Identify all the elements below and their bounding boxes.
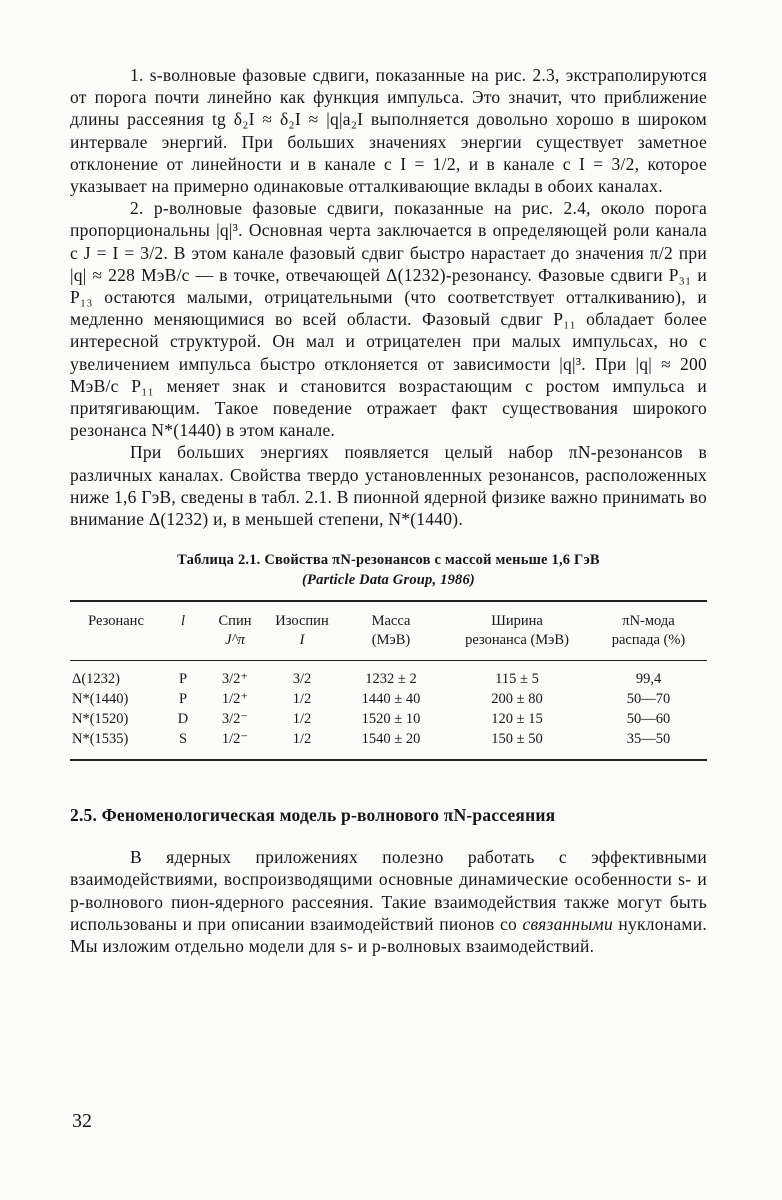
cell-decay: 50—60	[626, 710, 671, 727]
table-caption-source: (Particle Data Group, 1986)	[302, 572, 475, 589]
paragraph-p-wave: 2. p-волновые фазовые сдвиги, показанные на рис. 2.4, около порога пропорциональны |q|³. Основная черта заключается в определяющей роли канала с J = I = 3/2. В этом канале фазовый сдвиг быстро нарастает до значения π/2 при |q| ≈ 228 МэВ/c — в точке, отвечающей Δ(1232)-резонансу. Фазовые сдвиги P₃₁ и P₁₃ остаются малыми, отрицательными (что соответствует отталкиванию), и медленно меняющимися во всей области. Фазовый сдвиг P₁₁ обладает более интересной структурой. Он мал и отрицателен при малых импульсах, но с увеличением импульса быстро отклоняется от зависимости |q|³. При |q| ≈ 200 МэВ/c P₁₁ меняет знак и становится возрастающим с ростом импульса и притягивающим. Такое поведение отражает факт существования широкого резонанса N*(1440) в этом канале.	[70, 198, 707, 441]
cell-width: 150 ± 50	[444, 729, 590, 760]
cell-width: 200 ± 80	[491, 690, 543, 707]
cell-mass: 1540 ± 20	[338, 729, 444, 760]
cell-spin: 1/2⁻	[204, 729, 266, 760]
cell-isospin: 1/2	[292, 690, 312, 707]
cell-isospin: 1/2	[266, 729, 338, 760]
cell-decay: 35—50	[590, 729, 707, 760]
paragraph-text-before: В ядерных приложениях полезно работать с эффективными взаимодействиями, воспроизводящими основные динамические особенности s- и p-волнового пион-ядерного рассеяния. Такие взаимодействия также могут быть использованы и при описании взаимодействий пионов со	[70, 847, 707, 934]
cell-l: D	[177, 710, 189, 727]
cell-isospin: 3/2	[292, 670, 312, 687]
table-row	[70, 661, 707, 690]
cell-width: 115 ± 5	[495, 670, 539, 687]
table-row	[70, 689, 707, 709]
cell-resonance: Δ(1232)	[72, 670, 120, 687]
cell-l: P	[178, 670, 188, 687]
paragraph-text-after: нуклонами. Мы изложим отдельно модели для s- и p-волновых взаимодействий.	[70, 913, 707, 957]
cell-isospin: 1/2	[292, 710, 312, 727]
cell-resonance: N*(1520)	[72, 710, 129, 727]
cell-l: P	[178, 690, 188, 707]
table-row	[70, 709, 707, 729]
cell-spin: 1/2⁺	[221, 690, 249, 707]
cell-decay: 99,4	[635, 670, 662, 687]
paragraph-effective-interactions	[70, 846, 707, 957]
cell-l: S	[162, 729, 204, 760]
col-header-resonance: Резонанс	[70, 601, 162, 661]
cell-spin: 3/2⁺	[221, 670, 249, 687]
cell-mass: 1232 ± 2	[365, 670, 417, 687]
paragraph-resonances: При больших энергиях появляется целый набор πN-резонансов в различных каналах. Свойства твердо установленных резонансов, расположенных ниже 1,6 ГэВ, сведены в табл. 2.1. В пионной ядерной физике важно принимать во внимание Δ(1232) и, в меньшей степени, N*(1440).	[70, 442, 707, 530]
paragraph-s-wave: 1. s-волновые фазовые сдвиги, показанные на рис. 2.3, экстраполируются от порога почти линейно как функция импульса. Это значит, что приближение длины рассеяния tg δ₂I ≈ δ₂I ≈ |q|a₂I выполняется довольно хорошо в широком интервале энергий. При больших значениях энергии существует заметное отклонение от линейности и в канале с I = 1/2, и в канале с I = 3/2, которое указывает на примерно одинаковые отталкивающие вклады в обоих каналах.	[70, 65, 707, 197]
col-header-mass: Масса (МэВ)	[338, 601, 444, 661]
cell-resonance: N*(1440)	[72, 690, 129, 707]
cell-resonance: N*(1535)	[70, 729, 162, 760]
cell-mass: 1440 ± 40	[361, 690, 421, 707]
table-row	[70, 729, 707, 760]
emphasis-bound: связанными	[522, 913, 613, 934]
table-header-row	[70, 601, 707, 661]
col-header-width: Ширина резонанса (МэВ)	[444, 601, 590, 661]
col-header-decay-mode: πN-мода распада (%)	[590, 601, 707, 661]
section-heading: 2.5. Феноменологическая модель p-волнового πN-рассеяния	[70, 805, 556, 826]
cell-spin: 3/2⁻	[221, 710, 249, 727]
page-body	[70, 64, 707, 957]
col-header-isospin: Изоспин I	[266, 601, 338, 661]
page-number: 32	[72, 1110, 92, 1132]
table-caption	[70, 550, 707, 590]
cell-mass: 1520 ± 10	[361, 710, 421, 727]
resonance-table	[70, 600, 707, 761]
col-header-l: l	[162, 601, 204, 661]
table-caption-title: Таблица 2.1. Свойства πN-резонансов с массой меньше 1,6 ГэВ	[177, 552, 600, 569]
col-header-spin: Спин J^π	[204, 601, 266, 661]
cell-decay: 50—70	[626, 690, 671, 707]
cell-width: 120 ± 15	[491, 710, 543, 727]
